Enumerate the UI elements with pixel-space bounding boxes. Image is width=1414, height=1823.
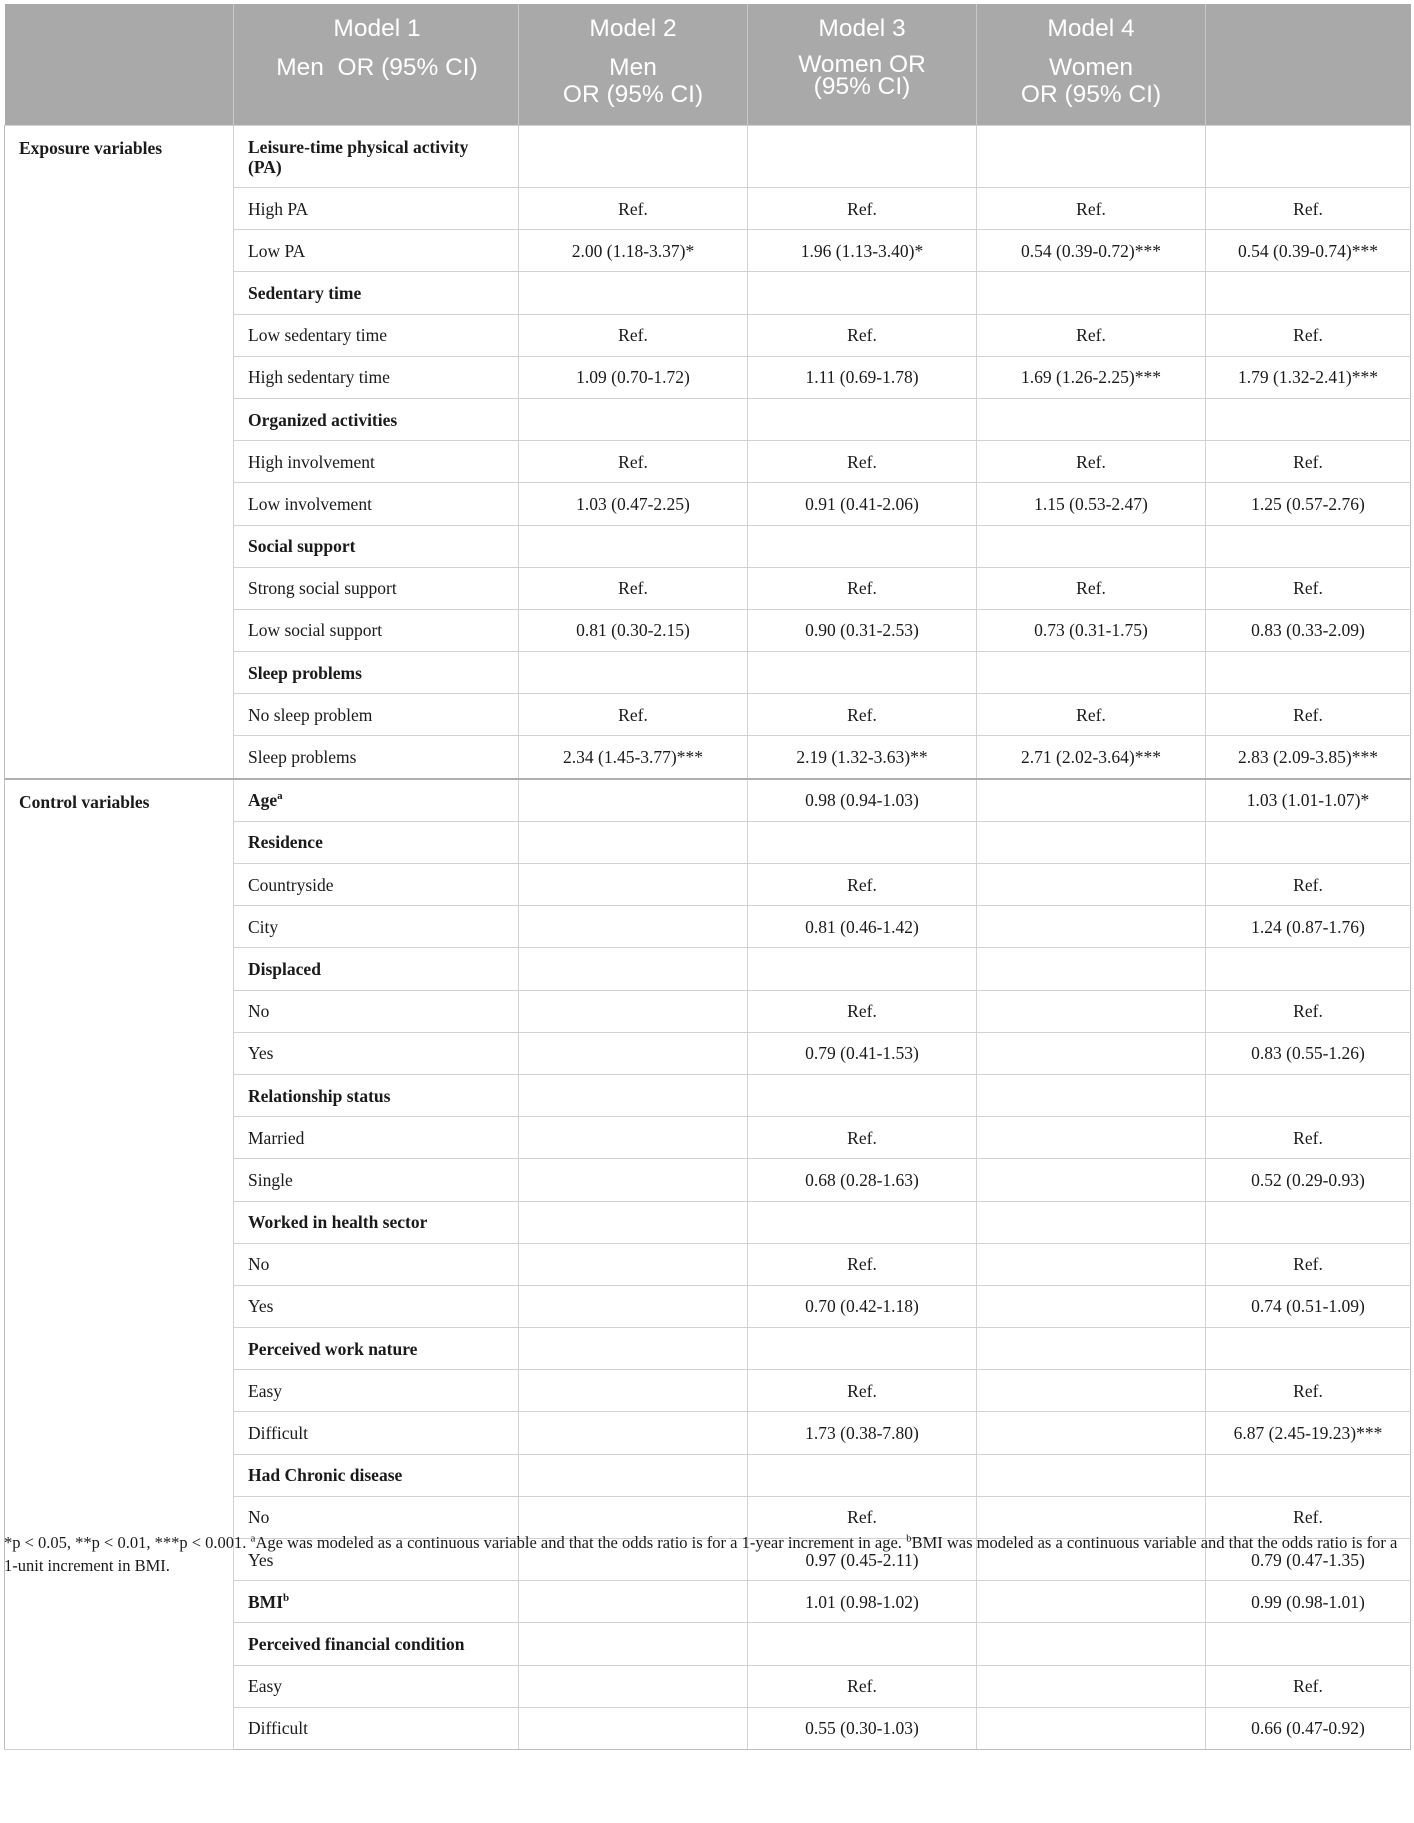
cell-model-2	[748, 652, 977, 694]
cell-model-4: Ref.	[1206, 188, 1411, 230]
row-label-text: Leisure-time physical activity (PA)	[248, 136, 469, 177]
cell-model-2: Ref.	[748, 1496, 977, 1538]
cell-model-4	[1206, 821, 1411, 863]
row-label-text: Low sedentary time	[248, 325, 387, 346]
cell-model-4: Ref.	[1206, 1117, 1411, 1159]
row-label-text: Countryside	[248, 874, 334, 895]
cell-model-4: 0.66 (0.47-0.92)	[1206, 1707, 1411, 1749]
row-label	[234, 948, 519, 990]
row-label-text: No sleep problem	[248, 704, 373, 725]
cell-model-4	[1206, 1623, 1411, 1665]
cell-model-4: 2.83 (2.09-3.85)***	[1206, 736, 1411, 779]
cell-model-1: Ref.	[519, 314, 748, 356]
cell-model-2: 0.91 (0.41-2.06)	[748, 483, 977, 525]
cell-model-2: Ref.	[748, 1243, 977, 1285]
cell-model-3	[977, 652, 1206, 694]
cell-model-2: 0.55 (0.30-1.03)	[748, 1707, 977, 1749]
header-model-2: Model 2	[519, 4, 748, 52]
subheader-model-4: Women OR (95% CI)	[977, 52, 1206, 126]
cell-model-3	[977, 126, 1206, 188]
cell-model-1	[519, 1159, 748, 1201]
row-label-superscript: a	[277, 790, 283, 803]
cell-model-1: 1.03 (0.47-2.25)	[519, 483, 748, 525]
row-label-text: Residence	[248, 832, 323, 853]
row-label	[234, 272, 519, 314]
cell-model-2: Ref.	[748, 1117, 977, 1159]
row-label-text: High sedentary time	[248, 367, 390, 388]
cell-model-3: 2.71 (2.02-3.64)***	[977, 736, 1206, 779]
row-label-text: Worked in health sector	[248, 1212, 428, 1233]
subheader-blank	[5, 52, 234, 126]
cell-model-2	[748, 126, 977, 188]
cell-model-4	[1206, 1201, 1411, 1243]
cell-model-2: Ref.	[748, 694, 977, 736]
row-label-text: Easy	[248, 1676, 283, 1697]
cell-model-3	[977, 1454, 1206, 1496]
row-label	[234, 567, 519, 609]
cell-model-1	[519, 990, 748, 1032]
row-label-text: Difficult	[248, 1423, 308, 1444]
row-label-text: High involvement	[248, 451, 375, 472]
row-label	[234, 779, 519, 822]
cell-model-2: 0.90 (0.31-2.53)	[748, 609, 977, 651]
cell-model-4: Ref.	[1206, 314, 1411, 356]
cell-model-3	[977, 1032, 1206, 1074]
header-model-4: Model 4	[977, 4, 1206, 52]
regression-table-container	[4, 4, 1410, 1750]
cell-model-1	[519, 272, 748, 314]
cell-model-2: Ref.	[748, 1370, 977, 1412]
cell-model-4: Ref.	[1206, 1496, 1411, 1538]
cell-model-2	[748, 525, 977, 567]
row-label-text: Yes	[248, 1043, 274, 1064]
cell-model-4	[1206, 126, 1411, 188]
cell-model-1: 1.09 (0.70-1.72)	[519, 356, 748, 398]
cell-model-4: Ref.	[1206, 567, 1411, 609]
cell-model-2: Ref.	[748, 1665, 977, 1707]
row-label-text: BMI	[248, 1591, 283, 1612]
cell-model-4: 0.79 (0.47-1.35)	[1206, 1539, 1411, 1581]
row-label	[234, 1243, 519, 1285]
cell-model-3	[977, 906, 1206, 948]
cell-model-2: 0.81 (0.46-1.42)	[748, 906, 977, 948]
cell-model-3	[977, 398, 1206, 440]
cell-model-2	[748, 398, 977, 440]
row-label-text: Displaced	[248, 958, 321, 979]
row-label	[234, 1117, 519, 1159]
row-label-text: No	[248, 1001, 270, 1022]
row-label-text: Low social support	[248, 620, 383, 641]
table-body	[5, 126, 1411, 1750]
cell-model-1	[519, 864, 748, 906]
row-label-text: Sleep problems	[248, 662, 362, 683]
cell-model-4: Ref.	[1206, 1370, 1411, 1412]
row-label-text: No	[248, 1254, 270, 1275]
row-label	[234, 188, 519, 230]
cell-model-1	[519, 948, 748, 990]
cell-model-3	[977, 1074, 1206, 1116]
table-row	[5, 126, 1411, 188]
cell-model-2: Ref.	[748, 441, 977, 483]
cell-model-2	[748, 948, 977, 990]
row-label-text: City	[248, 916, 279, 937]
footnote-significance: *p < 0.05, **p < 0.01, ***p < 0.001.	[4, 1533, 247, 1552]
row-label-text: Had Chronic disease	[248, 1465, 403, 1486]
row-label	[234, 1285, 519, 1327]
row-label-superscript: b	[283, 1591, 290, 1604]
cell-model-2: Ref.	[748, 990, 977, 1032]
row-label	[234, 483, 519, 525]
row-label-text: Single	[248, 1169, 293, 1190]
cell-model-2	[748, 1201, 977, 1243]
cell-model-4: 1.24 (0.87-1.76)	[1206, 906, 1411, 948]
row-label	[234, 864, 519, 906]
cell-model-2: 0.98 (0.94-1.03)	[748, 779, 977, 822]
cell-model-4: 1.03 (1.01-1.07)*	[1206, 779, 1411, 822]
row-label	[234, 906, 519, 948]
row-label	[234, 1707, 519, 1749]
cell-model-1	[519, 906, 748, 948]
row-label	[234, 1032, 519, 1074]
cell-model-4: 6.87 (2.45-19.23)***	[1206, 1412, 1411, 1454]
cell-model-2: Ref.	[748, 314, 977, 356]
cell-model-2	[748, 272, 977, 314]
cell-model-4	[1206, 1074, 1411, 1116]
cell-model-3: Ref.	[977, 188, 1206, 230]
cell-model-1	[519, 1117, 748, 1159]
row-label	[234, 1412, 519, 1454]
cell-model-3	[977, 779, 1206, 822]
row-label	[234, 126, 519, 188]
cell-model-3: 1.69 (1.26-2.25)***	[977, 356, 1206, 398]
cell-model-1	[519, 652, 748, 694]
cell-model-4: 0.54 (0.39-0.74)***	[1206, 230, 1411, 272]
subheader-model-3: Women OR (95% CI)	[748, 52, 977, 126]
cell-model-2	[748, 1074, 977, 1116]
cell-model-1: Ref.	[519, 694, 748, 736]
row-label	[234, 1370, 519, 1412]
cell-model-3	[977, 1370, 1206, 1412]
cell-model-1: Ref.	[519, 441, 748, 483]
cell-model-4: 1.25 (0.57-2.76)	[1206, 483, 1411, 525]
cell-model-1	[519, 1074, 748, 1116]
cell-model-1	[519, 1285, 748, 1327]
row-label	[234, 525, 519, 567]
odds-ratio-table	[4, 4, 1411, 1750]
cell-model-3	[977, 1117, 1206, 1159]
cell-model-2: 0.79 (0.41-1.53)	[748, 1032, 977, 1074]
cell-model-1	[519, 398, 748, 440]
row-label-text: High PA	[248, 198, 309, 219]
table-row	[5, 779, 1411, 822]
row-label	[234, 1454, 519, 1496]
cell-model-3	[977, 525, 1206, 567]
cell-model-2	[748, 1623, 977, 1665]
cell-model-3: 0.54 (0.39-0.72)***	[977, 230, 1206, 272]
cell-model-1: 0.81 (0.30-2.15)	[519, 609, 748, 651]
cell-model-3	[977, 1581, 1206, 1623]
cell-model-2: 0.97 (0.45-2.11)	[748, 1539, 977, 1581]
cell-model-1	[519, 126, 748, 188]
cell-model-2: Ref.	[748, 864, 977, 906]
cell-model-2: 0.70 (0.42-1.18)	[748, 1285, 977, 1327]
row-label	[234, 1074, 519, 1116]
cell-model-1: Ref.	[519, 567, 748, 609]
header-model-1: Model 1	[234, 4, 519, 52]
row-label-text: Yes	[248, 1549, 274, 1570]
row-label-text: Married	[248, 1127, 305, 1148]
cell-model-4	[1206, 1328, 1411, 1370]
cell-model-4: Ref.	[1206, 694, 1411, 736]
cell-model-2	[748, 1328, 977, 1370]
cell-model-1	[519, 1412, 748, 1454]
cell-model-3: 1.15 (0.53-2.47)	[977, 483, 1206, 525]
group-label-exposure: Exposure variables	[5, 126, 234, 779]
footnote-bmi: BMI was modeled as a continuous variable and that the odds ratio is for a 1-unit increment in BMI.	[4, 1533, 1398, 1575]
row-label	[234, 314, 519, 356]
cell-model-2: Ref.	[748, 188, 977, 230]
cell-model-3	[977, 1159, 1206, 1201]
row-label-text: Perceived financial condition	[248, 1633, 465, 1654]
cell-model-4: Ref.	[1206, 1665, 1411, 1707]
cell-model-3	[977, 1243, 1206, 1285]
cell-model-4: Ref.	[1206, 864, 1411, 906]
cell-model-4: 0.74 (0.51-1.09)	[1206, 1285, 1411, 1327]
cell-model-4: Ref.	[1206, 1243, 1411, 1285]
cell-model-1	[519, 1201, 748, 1243]
cell-model-1	[519, 1454, 748, 1496]
table-footnote	[4, 1531, 1410, 1577]
header-row-models	[5, 4, 1411, 52]
cell-model-4	[1206, 398, 1411, 440]
cell-model-3: 0.73 (0.31-1.75)	[977, 609, 1206, 651]
cell-model-2: 1.73 (0.38-7.80)	[748, 1412, 977, 1454]
row-label	[234, 694, 519, 736]
cell-model-4	[1206, 525, 1411, 567]
cell-model-1: Ref.	[519, 188, 748, 230]
cell-model-2: 0.68 (0.28-1.63)	[748, 1159, 977, 1201]
cell-model-1	[519, 1032, 748, 1074]
cell-model-4	[1206, 948, 1411, 990]
row-label-text: Low PA	[248, 240, 306, 261]
row-label-text: Social support	[248, 536, 356, 557]
row-label-text: Difficult	[248, 1718, 308, 1739]
subheader-model-2: Men OR (95% CI)	[519, 52, 748, 126]
cell-model-2: 1.96 (1.13-3.40)*	[748, 230, 977, 272]
cell-model-1	[519, 1707, 748, 1749]
cell-model-2: 2.19 (1.32-3.63)**	[748, 736, 977, 779]
row-label-text: Sleep problems	[248, 747, 357, 768]
cell-model-4: 0.99 (0.98-1.01)	[1206, 1581, 1411, 1623]
row-label-text: Yes	[248, 1296, 274, 1317]
cell-model-3	[977, 864, 1206, 906]
row-label	[234, 1581, 519, 1623]
cell-model-3	[977, 1412, 1206, 1454]
footnote-a-marker: a	[250, 1532, 256, 1545]
cell-model-3: Ref.	[977, 314, 1206, 356]
cell-model-1	[519, 1665, 748, 1707]
header-blank-last	[1206, 4, 1411, 52]
cell-model-3	[977, 990, 1206, 1032]
row-label	[234, 1665, 519, 1707]
cell-model-3: Ref.	[977, 441, 1206, 483]
cell-model-3	[977, 1707, 1206, 1749]
cell-model-4	[1206, 652, 1411, 694]
cell-model-3	[977, 1201, 1206, 1243]
cell-model-1	[519, 1623, 748, 1665]
row-label	[234, 356, 519, 398]
cell-model-3	[977, 948, 1206, 990]
cell-model-1	[519, 1370, 748, 1412]
cell-model-3	[977, 1328, 1206, 1370]
cell-model-1	[519, 1243, 748, 1285]
cell-model-1	[519, 779, 748, 822]
cell-model-4: 1.79 (1.32-2.41)***	[1206, 356, 1411, 398]
row-label	[234, 230, 519, 272]
row-label	[234, 609, 519, 651]
header-blank	[5, 4, 234, 52]
subheader-blank-last	[1206, 52, 1411, 126]
cell-model-4: Ref.	[1206, 441, 1411, 483]
cell-model-1	[519, 1328, 748, 1370]
subheader-model-1: Men OR (95% CI)	[234, 52, 519, 126]
cell-model-3	[977, 1665, 1206, 1707]
header-model-3: Model 3	[748, 4, 977, 52]
cell-model-1: 2.34 (1.45-3.77)***	[519, 736, 748, 779]
cell-model-3	[977, 821, 1206, 863]
row-label-text: Relationship status	[248, 1085, 391, 1106]
row-label	[234, 652, 519, 694]
footnote-b-marker: b	[906, 1532, 912, 1545]
cell-model-4: 0.83 (0.55-1.26)	[1206, 1032, 1411, 1074]
cell-model-4: 0.52 (0.29-0.93)	[1206, 1159, 1411, 1201]
row-label-text: Low involvement	[248, 493, 372, 514]
cell-model-3: Ref.	[977, 694, 1206, 736]
row-label	[234, 1201, 519, 1243]
row-label-text: No	[248, 1507, 270, 1528]
row-label-text: Strong social support	[248, 578, 397, 599]
cell-model-2: 1.11 (0.69-1.78)	[748, 356, 977, 398]
row-label	[234, 441, 519, 483]
cell-model-2: Ref.	[748, 567, 977, 609]
row-label-text: Organized activities	[248, 409, 398, 430]
row-label	[234, 398, 519, 440]
cell-model-1: 2.00 (1.18-3.37)*	[519, 230, 748, 272]
row-label	[234, 736, 519, 779]
cell-model-3	[977, 1623, 1206, 1665]
group-label-control: Control variables	[5, 779, 234, 1750]
row-label	[234, 1623, 519, 1665]
cell-model-2	[748, 821, 977, 863]
row-label-text: Sedentary time	[248, 282, 362, 303]
row-label	[234, 1328, 519, 1370]
cell-model-1	[519, 525, 748, 567]
cell-model-4: Ref.	[1206, 990, 1411, 1032]
cell-model-3	[977, 272, 1206, 314]
cell-model-1	[519, 821, 748, 863]
header-row-groups	[5, 52, 1411, 126]
row-label	[234, 990, 519, 1032]
cell-model-3: Ref.	[977, 567, 1206, 609]
footnote-age: Age was modeled as a continuous variable and that the odds ratio is for a 1-year increment in age.	[255, 1533, 902, 1552]
cell-model-1	[519, 1581, 748, 1623]
row-label-text: Perceived work nature	[248, 1338, 418, 1359]
row-label	[234, 1159, 519, 1201]
cell-model-2	[748, 1454, 977, 1496]
cell-model-4	[1206, 272, 1411, 314]
cell-model-2: 1.01 (0.98-1.02)	[748, 1581, 977, 1623]
cell-model-4: 0.83 (0.33-2.09)	[1206, 609, 1411, 651]
cell-model-3	[977, 1285, 1206, 1327]
row-label	[234, 821, 519, 863]
cell-model-4	[1206, 1454, 1411, 1496]
row-label-text: Age	[248, 790, 278, 811]
row-label-text: Easy	[248, 1380, 283, 1401]
